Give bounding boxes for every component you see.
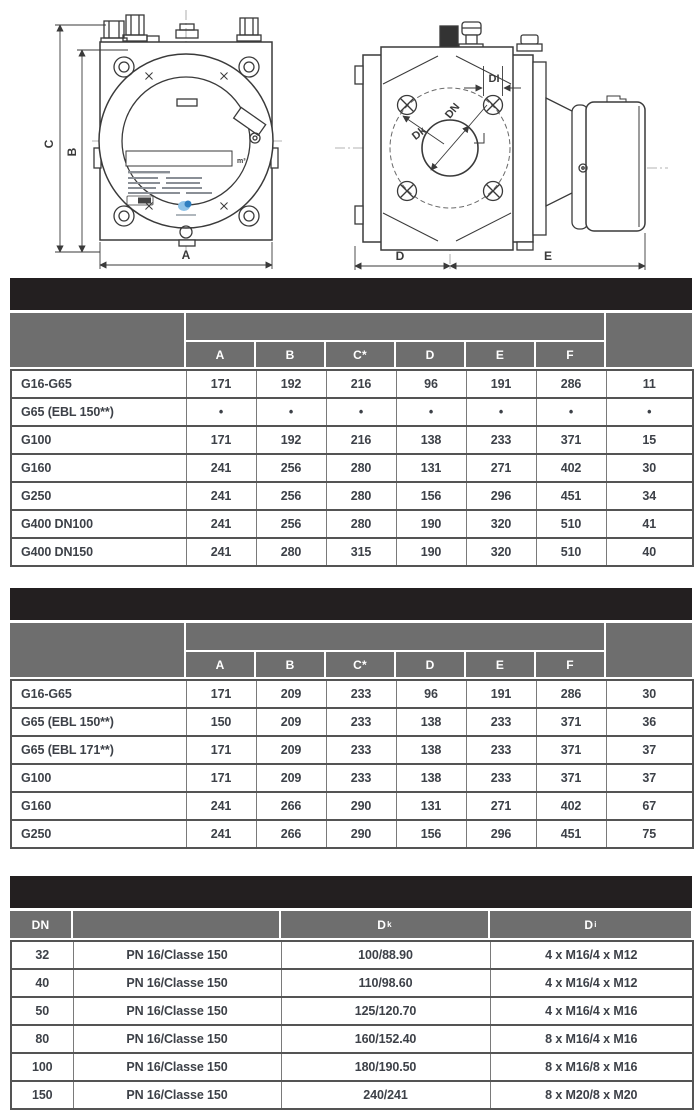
column-header: DN — [10, 911, 71, 938]
cell: • — [466, 398, 536, 426]
cell: 138 — [396, 426, 466, 454]
cell: PN 16/Classe 150 — [73, 1025, 281, 1053]
cell: 280 — [326, 510, 396, 538]
cell: 286 — [536, 680, 606, 708]
cell: 290 — [326, 792, 396, 820]
column-header: E — [466, 652, 534, 677]
cell: 75 — [606, 820, 693, 848]
technical-drawings — [0, 0, 700, 276]
row-label: G16-G65 — [11, 680, 186, 708]
cell: 216 — [326, 370, 396, 398]
cell: 96 — [396, 370, 466, 398]
cell: 209 — [256, 708, 326, 736]
cell: 371 — [536, 764, 606, 792]
cell: 8 x M16/8 x M16 — [490, 1053, 693, 1081]
cell: 15 — [606, 426, 693, 454]
cell: 296 — [466, 820, 536, 848]
cell: 271 — [466, 454, 536, 482]
dim-c-label: C — [42, 139, 56, 149]
cell: 4 x M16/4 x M12 — [490, 941, 693, 969]
cell: 37 — [606, 764, 693, 792]
row-label: G65 (EBL 150**) — [11, 398, 186, 426]
cell: 192 — [256, 426, 326, 454]
cell: 192 — [256, 370, 326, 398]
dim-b-label: B — [65, 147, 79, 157]
column-header: F — [536, 652, 604, 677]
cell: 138 — [396, 708, 466, 736]
cell: 402 — [536, 454, 606, 482]
table-row — [11, 997, 693, 1025]
cell: 171 — [186, 764, 256, 792]
cell: 280 — [326, 482, 396, 510]
table-row — [11, 680, 693, 708]
column-header: D — [396, 342, 464, 367]
data-table — [10, 679, 694, 849]
cell: 280 — [256, 538, 326, 566]
cell: 100 — [11, 1053, 73, 1081]
counter-unit-label: m³ — [237, 158, 246, 165]
cell: 41 — [606, 510, 693, 538]
cell: 32 — [11, 941, 73, 969]
cell: 171 — [186, 736, 256, 764]
data-table — [10, 369, 694, 567]
cell: 8 x M16/4 x M16 — [490, 1025, 693, 1053]
cell: 266 — [256, 792, 326, 820]
cell: 315 — [326, 538, 396, 566]
cell: 40 — [11, 969, 73, 997]
cell: 233 — [326, 680, 396, 708]
table-title-bar — [10, 588, 692, 620]
dimensions-table-2 — [10, 588, 692, 849]
dk-label: Dk — [409, 124, 429, 143]
cell: PN 16/Classe 150 — [73, 1081, 281, 1109]
cell: 11 — [606, 370, 693, 398]
table-title-bar — [10, 278, 692, 310]
cell: 233 — [466, 736, 536, 764]
cell: 4 x M16/4 x M12 — [490, 969, 693, 997]
cell: 240/241 — [281, 1081, 490, 1109]
table-row — [11, 426, 693, 454]
cell: 402 — [536, 792, 606, 820]
cell: 156 — [396, 482, 466, 510]
cell: 510 — [536, 538, 606, 566]
column-header: D i — [490, 911, 691, 938]
cell: 150 — [11, 1081, 73, 1109]
cell: • — [606, 398, 693, 426]
cell: 290 — [326, 820, 396, 848]
cell: 50 — [11, 997, 73, 1025]
row-label: G65 (EBL 171**) — [11, 736, 186, 764]
column-header: A — [186, 342, 254, 367]
cell: 320 — [466, 510, 536, 538]
cell: 233 — [466, 764, 536, 792]
table-row — [11, 482, 693, 510]
cell: 171 — [186, 426, 256, 454]
table-row — [11, 454, 693, 482]
cell: 171 — [186, 370, 256, 398]
table-title-bar — [10, 876, 692, 908]
cell: 233 — [326, 764, 396, 792]
dim-c — [42, 25, 106, 252]
table-row — [11, 370, 693, 398]
cell: • — [396, 398, 466, 426]
cell: 30 — [606, 680, 693, 708]
cell: 256 — [256, 510, 326, 538]
table-row — [11, 736, 693, 764]
cell: 241 — [186, 454, 256, 482]
table-row — [11, 764, 693, 792]
row-label: G160 — [11, 792, 186, 820]
cell: 190 — [396, 538, 466, 566]
cell: 100/88.90 — [281, 941, 490, 969]
cell: 371 — [536, 736, 606, 764]
cell: 8 x M20/8 x M20 — [490, 1081, 693, 1109]
cell: 40 — [606, 538, 693, 566]
column-header: B — [256, 342, 324, 367]
cell: 191 — [466, 680, 536, 708]
cell: 67 — [606, 792, 693, 820]
cell: 131 — [396, 454, 466, 482]
column-header: A — [186, 652, 254, 677]
table-row — [11, 398, 693, 426]
cell: PN 16/Classe 150 — [73, 997, 281, 1025]
cell: 36 — [606, 708, 693, 736]
meter-front-view — [42, 10, 282, 269]
row-label-header — [10, 623, 184, 677]
cell: 320 — [466, 538, 536, 566]
column-header: C* — [326, 652, 394, 677]
table-header — [10, 313, 692, 367]
cell: 233 — [466, 426, 536, 454]
cell: 451 — [536, 482, 606, 510]
cell: 209 — [256, 680, 326, 708]
row-label: G400 DN100 — [11, 510, 186, 538]
cell: 110/98.60 — [281, 969, 490, 997]
drawings-svg — [0, 0, 700, 276]
dims-group-header — [186, 313, 604, 340]
cell: 271 — [466, 792, 536, 820]
row-label: G160 — [11, 454, 186, 482]
cell: 30 — [606, 454, 693, 482]
cell: 371 — [536, 426, 606, 454]
data-table — [10, 940, 694, 1110]
cell: • — [326, 398, 396, 426]
notes-column-header — [606, 313, 692, 367]
table-row — [11, 969, 693, 997]
cell: 4 x M16/4 x M16 — [490, 997, 693, 1025]
cell: 216 — [326, 426, 396, 454]
row-label: G250 — [11, 482, 186, 510]
cell: • — [256, 398, 326, 426]
dimensions-table-1 — [10, 278, 692, 567]
table-row — [11, 820, 693, 848]
cell: PN 16/Classe 150 — [73, 1053, 281, 1081]
cell: 180/190.50 — [281, 1053, 490, 1081]
cell: 209 — [256, 736, 326, 764]
row-label: G400 DN150 — [11, 538, 186, 566]
cell: 451 — [536, 820, 606, 848]
cell: 191 — [466, 370, 536, 398]
cell: 241 — [186, 538, 256, 566]
cell: 233 — [326, 736, 396, 764]
column-header: C* — [326, 342, 394, 367]
cell: 241 — [186, 510, 256, 538]
table-header — [10, 911, 692, 938]
cell: 37 — [606, 736, 693, 764]
cell: 286 — [536, 370, 606, 398]
meter-side-view — [335, 22, 668, 270]
cell: 171 — [186, 680, 256, 708]
table-row — [11, 538, 693, 566]
cell: 150 — [186, 708, 256, 736]
cell: PN 16/Classe 150 — [73, 969, 281, 997]
dn-label: DN — [442, 101, 463, 122]
cell: 233 — [466, 708, 536, 736]
cell: 209 — [256, 764, 326, 792]
dims-group-header — [186, 623, 604, 650]
row-label: G250 — [11, 820, 186, 848]
table-row — [11, 1081, 693, 1109]
cell: 510 — [536, 510, 606, 538]
cell: 233 — [326, 708, 396, 736]
column-header: B — [256, 652, 324, 677]
top-fittings — [101, 15, 261, 44]
cell: 256 — [256, 454, 326, 482]
cell: 256 — [256, 482, 326, 510]
table-header — [10, 623, 692, 677]
cell: 138 — [396, 736, 466, 764]
table-row — [11, 510, 693, 538]
cell: 80 — [11, 1025, 73, 1053]
cell: • — [186, 398, 256, 426]
cell: 125/120.70 — [281, 997, 490, 1025]
column-header: F — [536, 342, 604, 367]
di-label: DI — [488, 73, 500, 85]
cell: 371 — [536, 708, 606, 736]
cell: 131 — [396, 792, 466, 820]
row-label: G100 — [11, 426, 186, 454]
column-header — [73, 911, 279, 938]
cell: 241 — [186, 820, 256, 848]
cell: 96 — [396, 680, 466, 708]
cell: 160/152.40 — [281, 1025, 490, 1053]
table-row — [11, 708, 693, 736]
cell: • — [536, 398, 606, 426]
row-label-header — [10, 313, 184, 367]
cell: 280 — [326, 454, 396, 482]
cell: 190 — [396, 510, 466, 538]
dim-e-label: E — [543, 249, 553, 263]
notes-column-header — [606, 623, 692, 677]
cell: PN 16/Classe 150 — [73, 941, 281, 969]
dim-d-label: D — [395, 249, 405, 263]
cell: 156 — [396, 820, 466, 848]
cell: 34 — [606, 482, 693, 510]
table-row — [11, 792, 693, 820]
table-row — [11, 941, 693, 969]
cell: 266 — [256, 820, 326, 848]
row-label: G65 (EBL 150**) — [11, 708, 186, 736]
table-row — [11, 1025, 693, 1053]
cell: 241 — [186, 792, 256, 820]
row-label: G16-G65 — [11, 370, 186, 398]
column-header: D k — [281, 911, 488, 938]
column-header: D — [396, 652, 464, 677]
cell: 241 — [186, 482, 256, 510]
row-label: G100 — [11, 764, 186, 792]
table-row — [11, 1053, 693, 1081]
column-header: E — [466, 342, 534, 367]
index-head — [586, 102, 645, 231]
cell: 296 — [466, 482, 536, 510]
cell: 138 — [396, 764, 466, 792]
dim-a-label: A — [181, 248, 191, 262]
flange-table — [10, 876, 692, 1110]
